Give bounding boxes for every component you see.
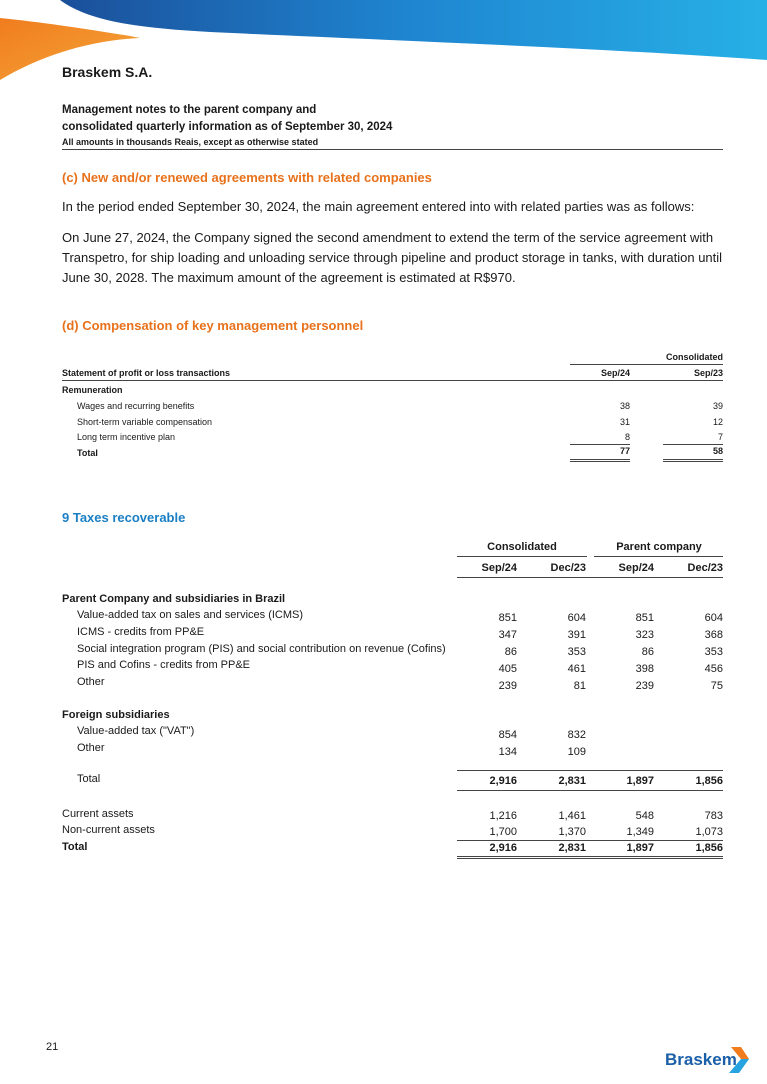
comp-table-total-label: Total bbox=[77, 448, 98, 458]
cell-double-underline bbox=[570, 459, 630, 462]
header-banner bbox=[0, 0, 767, 95]
tax-table-cell: 391 bbox=[567, 629, 586, 641]
tax-table-cell: 1,349 bbox=[626, 826, 654, 838]
tax-table-cell: 239 bbox=[498, 680, 517, 692]
tax-table-cell: 1,461 bbox=[558, 810, 586, 822]
comp-table-cell: 7 bbox=[717, 432, 723, 442]
tax-table-row-label: Social integration program (PIS) and social contribution on revenue (Cofins) bbox=[77, 643, 446, 655]
tax-table-cell: 456 bbox=[704, 663, 723, 675]
cell-underline bbox=[570, 444, 630, 445]
tax-table-cell: 323 bbox=[635, 629, 654, 641]
report-subtitle-3: All amounts in thousands Reais, except as otherwise stated bbox=[62, 137, 319, 147]
braskem-logo-text: Braskem bbox=[665, 1050, 737, 1069]
tax-table-subtotal-cell: 1,856 bbox=[695, 775, 723, 787]
tax-table-cell: 109 bbox=[567, 746, 586, 758]
tax-table-cell: 854 bbox=[498, 729, 517, 741]
comp-table-col-header: Sep/23 bbox=[693, 368, 723, 378]
tax-table-subtotal-cell: 2,831 bbox=[558, 775, 586, 787]
comp-table-group-label: Remuneration bbox=[62, 385, 123, 395]
tax-table-subtotal-cell: 1,897 bbox=[626, 775, 654, 787]
tax-table-col-header: Dec/23 bbox=[687, 562, 723, 574]
tax-table-cell: 851 bbox=[498, 612, 517, 624]
tax-table-cell: 1,216 bbox=[489, 810, 517, 822]
section-c-paragraph-2: On June 27, 2024, the Company signed the second amendment to extend the term of the service agreement with Transpetro, for ship loading and unloading service through pipeline and product storage in tanks, with duration until June 30, 2028. The maximum amount of the agreement is estimated at R$970. bbox=[62, 230, 723, 285]
tax-table-cell: 75 bbox=[710, 680, 723, 692]
tax-table-col-header: Sep/24 bbox=[618, 562, 654, 574]
tax-table-cell: 86 bbox=[504, 646, 517, 658]
tax-table-row-label: PIS and Cofins - credits from PP&E bbox=[77, 659, 251, 671]
tax-table-cell: 398 bbox=[635, 663, 654, 675]
tax-table-group-line bbox=[594, 556, 723, 557]
tax-table-row-label: Other bbox=[77, 742, 105, 754]
tax-table-cell: 353 bbox=[704, 646, 723, 658]
cell-underline bbox=[663, 444, 723, 445]
tax-table-header-line bbox=[457, 577, 723, 578]
tax-table-total-line bbox=[457, 840, 723, 841]
tax-table-col-header: Dec/23 bbox=[550, 562, 586, 574]
tax-table-cell: 461 bbox=[567, 663, 586, 675]
comp-table-row-label: Short-term variable compensation bbox=[77, 417, 213, 427]
tax-table-total-cell: 2,916 bbox=[489, 842, 517, 854]
comp-table-col-header: Sep/24 bbox=[600, 368, 630, 378]
company-name: Braskem S.A. bbox=[62, 64, 153, 80]
tax-table-cell: 1,370 bbox=[558, 826, 586, 838]
tax-table-subtotal-label: Total bbox=[77, 773, 101, 785]
tax-table-cell: 134 bbox=[498, 746, 517, 758]
tax-table-row-label: Value-added tax on sales and services (ICMS) bbox=[77, 609, 304, 621]
tax-table-row-label: Value-added tax ("VAT") bbox=[77, 725, 195, 737]
page-number: 21 bbox=[46, 1041, 59, 1053]
tax-table-cell: 86 bbox=[641, 646, 654, 658]
tax-table-subtotal-underline bbox=[457, 790, 723, 791]
comp-table-header-line bbox=[62, 380, 723, 381]
tax-table-total-double-underline bbox=[457, 856, 723, 859]
comp-table-row-label: Wages and recurring benefits bbox=[77, 401, 195, 411]
tax-table-row-label: Current assets bbox=[62, 808, 134, 820]
tax-table-subtotal-cell: 2,916 bbox=[489, 775, 517, 787]
tax-table-total-cell: 1,856 bbox=[695, 842, 723, 854]
tax-table-cell: 405 bbox=[498, 663, 517, 675]
comp-table-total-cell: 58 bbox=[712, 446, 723, 456]
tax-table-cell: 239 bbox=[635, 680, 654, 692]
tax-table-cell: 604 bbox=[704, 612, 723, 624]
comp-table-cell: 12 bbox=[712, 417, 723, 427]
tax-table-group-label: Parent Company and subsidiaries in Brazil bbox=[62, 593, 286, 605]
tax-table-group-header: Consolidated bbox=[487, 541, 557, 553]
comp-table-total-cell: 77 bbox=[619, 446, 630, 456]
comp-table-row-label: Long term incentive plan bbox=[77, 432, 176, 442]
comp-table-group-header: Consolidated bbox=[665, 352, 723, 362]
tax-table-total-label: Total bbox=[62, 841, 88, 853]
tax-table-group-line bbox=[457, 556, 587, 557]
tax-table-group-header: Parent company bbox=[616, 541, 702, 553]
comp-table-cell: 8 bbox=[624, 432, 630, 442]
tax-table-cell: 353 bbox=[567, 646, 586, 658]
header-divider bbox=[62, 149, 723, 150]
comp-table-cell: 31 bbox=[619, 417, 630, 427]
section-9-title: 9 Taxes recoverable bbox=[62, 510, 186, 525]
tax-table-subtotal-line bbox=[457, 770, 723, 771]
cell-double-underline bbox=[663, 459, 723, 462]
section-c-title: (c) New and/or renewed agreements with related companies bbox=[62, 170, 432, 185]
tax-table-row-label: Other bbox=[77, 676, 105, 688]
tax-table-group-label: Foreign subsidiaries bbox=[62, 709, 170, 721]
tax-table-row-label: ICMS - credits from PP&E bbox=[77, 626, 205, 638]
tax-table-col-header: Sep/24 bbox=[481, 562, 517, 574]
report-subtitle-1: Management notes to the parent company and bbox=[62, 104, 317, 116]
tax-table-cell: 368 bbox=[704, 629, 723, 641]
tax-table-cell: 851 bbox=[635, 612, 654, 624]
tax-table-cell: 783 bbox=[704, 810, 723, 822]
tax-table-cell: 81 bbox=[573, 680, 586, 692]
braskem-logo-icon bbox=[727, 1045, 751, 1075]
comp-table-label-header: Statement of profit or loss transactions bbox=[62, 368, 231, 378]
tax-table-cell: 1,073 bbox=[695, 826, 723, 838]
tax-table-cell: 832 bbox=[567, 729, 586, 741]
section-c-paragraph-1: In the period ended September 30, 2024, the main agreement entered into with related parties was as follows: bbox=[62, 199, 695, 214]
tax-table-total-cell: 2,831 bbox=[558, 842, 586, 854]
tax-table-row-label: Non-current assets bbox=[62, 824, 155, 836]
section-d-title: (d) Compensation of key management personnel bbox=[62, 318, 364, 333]
comp-table-cell: 38 bbox=[619, 401, 630, 411]
comp-table-cell: 39 bbox=[712, 401, 723, 411]
tax-table-total-cell: 1,897 bbox=[626, 842, 654, 854]
comp-table-group-line bbox=[570, 364, 723, 365]
tax-table-cell: 604 bbox=[567, 612, 586, 624]
tax-table-cell: 548 bbox=[635, 810, 654, 822]
tax-table-cell: 1,700 bbox=[489, 826, 517, 838]
tax-table-cell: 347 bbox=[498, 629, 517, 641]
report-subtitle-2: consolidated quarterly information as of September 30, 2024 bbox=[62, 121, 393, 133]
